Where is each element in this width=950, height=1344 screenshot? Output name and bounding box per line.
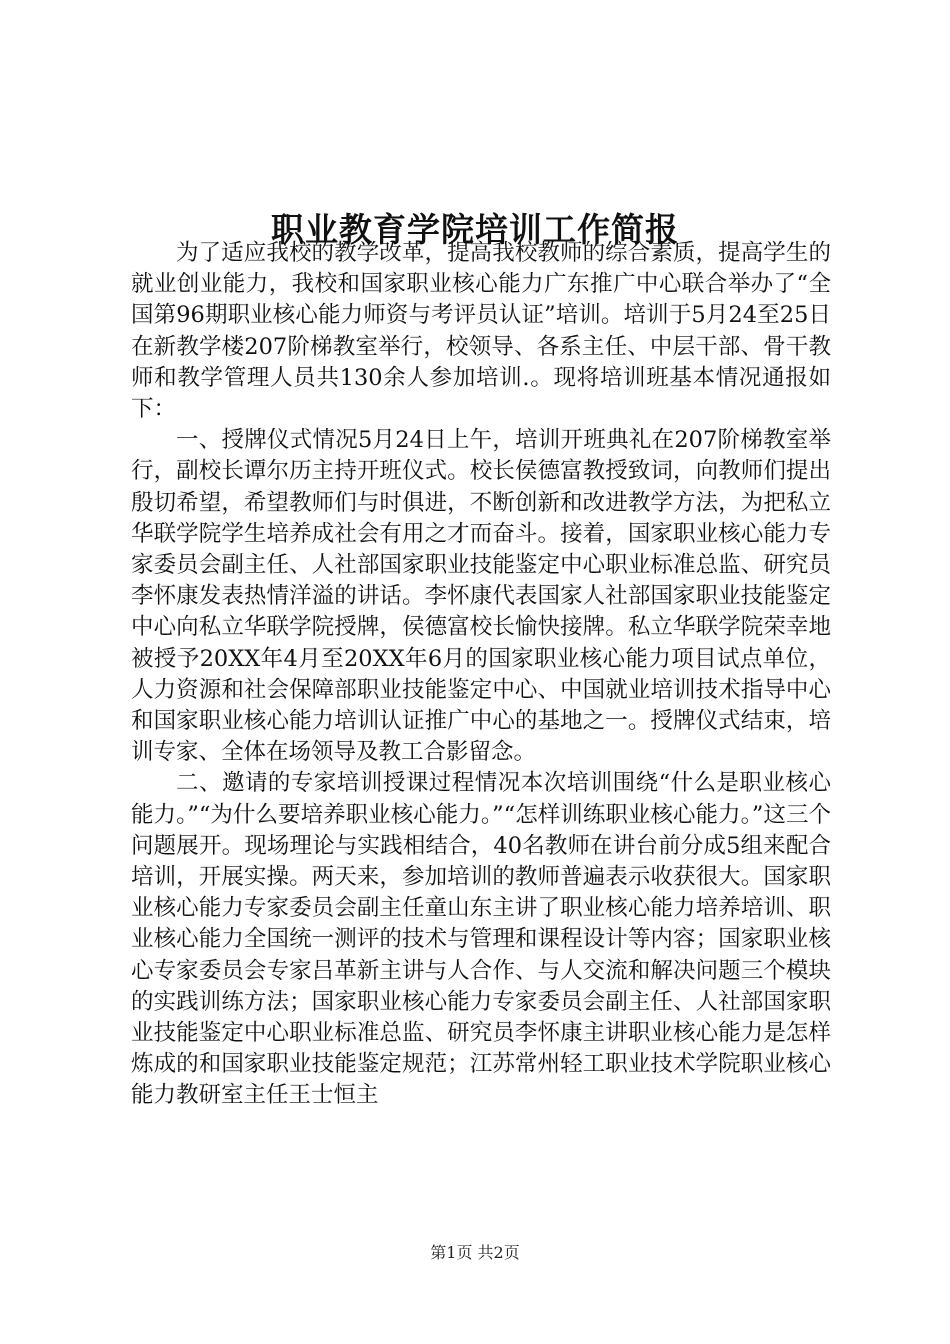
document-title: 职业教育学院培训工作简报 <box>271 210 679 250</box>
paragraph-section-1: 一、授牌仪式情况5月24日上午，培训开班典礼在207阶梯教室举行，副校长谭尔历主持开班仪式。校长侯德富教授致词，向教师们提出殷切希望，希望教师们与时俱进，不断创新和改进教学方法，为把私立华联学院学生培养成社会有用之才而奋斗。接着，国家职业核心能力专家委员会副主任、人社部国家职业技能鉴定中心职业标准总监、研究员李怀康发表热情洋溢的讲话。李怀康代表国家人社部国家职业技能鉴定中心向私立华联学院授牌，侯德富校长愉快接牌。私立华联学院荣幸地被授予20XX年4月至20XX年6月的国家职业核心能力项目试点单位，人力资源和社会保障部职业技能鉴定中心、中国就业培训技术指导中心和国家职业核心能力培训认证推广中心的基地之一。授牌仪式结束，培训专家、全体在场领导及教工合影留念。 <box>131 427 831 766</box>
paragraph-intro: 为了适应我校的教学改革，提高我校教师的综合素质，提高学生的就业创业能力，我校和国家职业核心能力广东推广中心联合举办了“全国第96期职业核心能力师资与考评员认证”培训。培训于5月24至25日在新教学楼207阶梯教室举行，校领导、各系主任、中层干部、骨干教师和教学管理人员共130余人参加培训.。现将培训班基本情况通报如下： <box>131 240 831 423</box>
document-body <box>131 238 831 1112</box>
page-number-footer: 第1页 共2页 <box>430 1243 520 1262</box>
paragraph-section-2: 二、邀请的专家培训授课过程情况本次培训围绕“什么是职业核心能力。”“为什么要培养职业核心能力。”“怎样训练职业核心能力。”这三个问题展开。现场理论与实践相结合，40名教师在讲台前分成5组来配合培训，开展实操。两天来，参加培训的教师普遍表示收获很大。国家职业核心能力专家委员会副主任童山东主讲了职业核心能力培养培训、职业核心能力全国统一测评的技术与管理和课程设计等内容；国家职业核心专家委员会专家吕革新主讲与人合作、与人交流和解决问题三个模块的实践训练方法；国家职业核心能力专家委员会副主任、人社部国家职业技能鉴定中心职业标准总监、研究员李怀康主讲职业核心能力是怎样炼成的和国家职业技能鉴定规范；江苏常州轻工职业技术学院职业核心能力教研室主任王士恒主 <box>131 770 831 1109</box>
